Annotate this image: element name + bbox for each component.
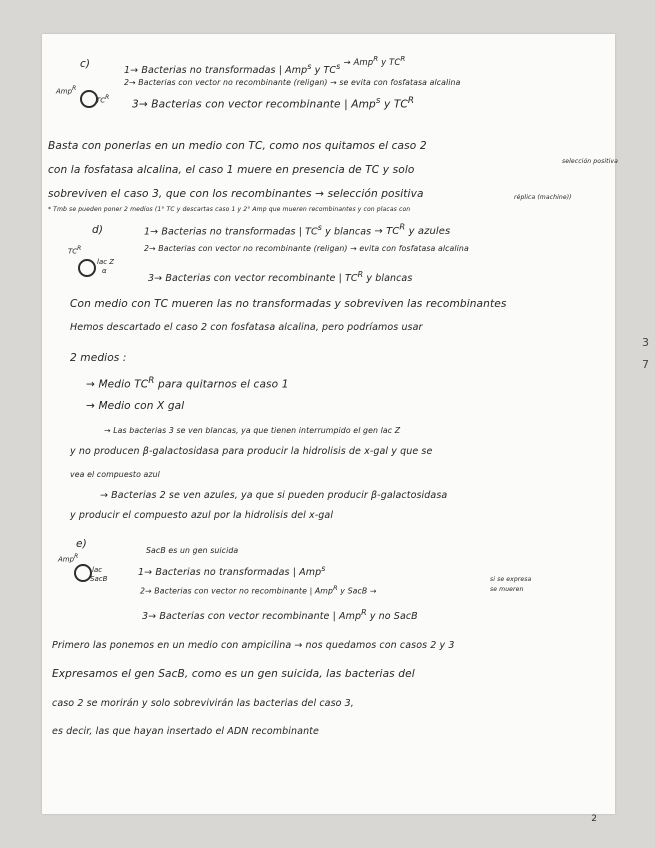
e-line-3: 3→ Bacterias con vector recombinante | Amp$^R$ y no SacB [142, 608, 418, 623]
page-number: 2 [591, 814, 597, 824]
medium-tc-line: → Medio $TC^R$ para quitarnos el caso 1 [86, 376, 289, 391]
c-line-3: 3→ Bacterias con vector recombinante | Amp$^s$ y $TC^R$ [132, 96, 415, 111]
section-d-label: d) [92, 224, 104, 236]
paragraph-c-line-1: Basta con ponerlas en un medio con TC, como nos quitamos el caso 2 [48, 140, 427, 152]
margin-note-selection: selección positiva [562, 158, 618, 165]
plasmid-c-left-label: Amp$^R$ [56, 86, 77, 96]
section-e-label: e) [76, 538, 87, 550]
c-line-2: 2→ Bacterias con vector no recombinante (religan) → se evita con fosfatasa alcalina [124, 78, 461, 87]
xgal-case-2-line-2: y producir el compuesto azul por la hidrolisis del x-gal [70, 510, 334, 521]
edge-mark-2: 7 [642, 358, 649, 371]
d-line-1: 1→ Bacterias no transformadas | $TC^s$ y blancas → $TC^R$ y azules [144, 222, 451, 238]
d-line-3: 3→ Bacterias con vector recombinante | $TC^R$ y blancas [148, 270, 413, 285]
e-line-1: 1→ Bacterias no transformadas | Amp$^s$ [138, 564, 326, 579]
e-note-line-1: si se expresa [490, 576, 532, 583]
xgal-case-3-line-2: y no producen β-galactosidasa para producir la hidrolisis de x-gal y que se [70, 446, 433, 457]
paragraph-d-line-2: Hemos descartado el caso 2 con fosfatasa alcalina, pero podríamos usar [70, 322, 423, 333]
plasmid-e-top-label: Amp$^R$ [58, 554, 79, 564]
medium-xgal-line: → Medio con X gal [86, 400, 185, 412]
plasmid-e-right-label-2: SacB [90, 575, 108, 583]
e-intro-line: SacB es un gen suicida [146, 546, 239, 555]
plasmid-e-right-label-1: lac [92, 566, 103, 574]
paragraph-e-line-3: caso 2 se morirán y solo sobrevivirán las bacterias del caso 3, [52, 698, 354, 709]
paragraph-d-line-1: Con medio con TC mueren las no transformadas y sobreviven las recombinantes [70, 298, 507, 310]
xgal-case-3-line-1: → Las bacterias 3 se ven blancas, ya que tienen interrumpido el gen lac Z [104, 426, 401, 435]
edge-mark-1: 3 [642, 336, 649, 349]
paragraph-d-line-3: 2 medios : [70, 352, 127, 364]
paragraph-c-line-3: sobreviven el caso 3, que con los recombinantes → selección positiva [48, 188, 424, 200]
plasmid-c-right-label: $TC^R$ [96, 95, 110, 105]
notebook-page [42, 34, 618, 824]
section-c-label: c) [80, 58, 91, 70]
e-note-line-2: se mueren [490, 586, 524, 593]
xgal-case-2-line-1: → Bacterias 2 se ven azules, ya que si pueden producir β-galactosidasa [100, 490, 448, 501]
e-line-2: 2→ Bacterias con vector no recombinante | Amp$^R$ y SacB → [140, 584, 377, 596]
paragraph-c-line-2: con la fosfatasa alcalina, el caso 1 muere en presencia de TC y solo [48, 164, 415, 176]
c-line-1: 1→ Bacterias no transformadas | Amp$^s$ y $TC^s \to Amp^R$ y $TC^R$ [124, 54, 406, 77]
plasmid-d-top-label: $TC^R$ [68, 246, 82, 256]
plasmid-d-diagram [78, 259, 96, 277]
paragraph-c-footnote: * Tmb se pueden poner 2 medios (1° TC y descartas caso 1 y 2° Amp que mueren recombinantes y con placas con [48, 206, 411, 213]
margin-note-replica: réplica (machine)) [514, 194, 572, 201]
plasmid-d-right-label: lac Z [97, 258, 115, 266]
plasmid-d-alpha-label: α [102, 267, 107, 275]
paragraph-e-line-2: Expresamos el gen SacB, como es un gen suicida, las bacterias del [52, 668, 415, 680]
d-line-2: 2→ Bacterias con vector no recombinante (religan) → evita con fosfatasa alcalina [144, 244, 469, 253]
xgal-case-3-line-3: vea el compuesto azul [70, 470, 160, 479]
paragraph-e-line-1: Primero las ponemos en un medio con ampicilina → nos quedamos con casos 2 y 3 [52, 640, 455, 651]
paragraph-e-line-4: es decir, las que hayan insertado el ADN recombinante [52, 726, 319, 737]
